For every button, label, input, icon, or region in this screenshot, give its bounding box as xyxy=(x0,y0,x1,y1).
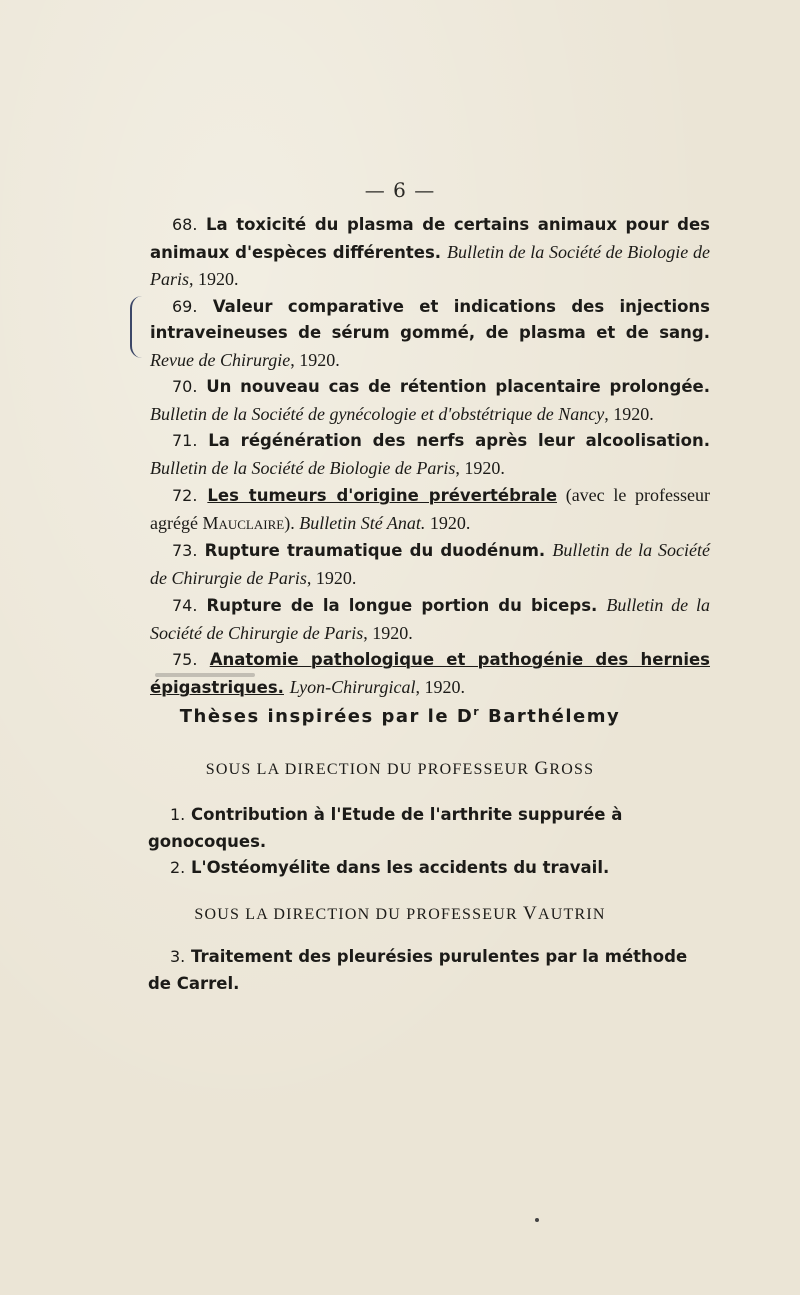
page-number: — 6 — xyxy=(364,178,436,202)
direction-prefix: SOUS LA DIRECTION DU PROFESSEUR xyxy=(205,761,535,778)
entry-note-close: ). xyxy=(284,512,300,533)
entry-title: Rupture de la longue portion du biceps. xyxy=(206,596,598,615)
thesis-item-1 xyxy=(148,802,708,855)
thesis-number: 2. xyxy=(170,858,186,877)
entry-title: La toxicité du plasma de certains animaux pour des animaux d'espèces différentes. xyxy=(150,215,710,262)
professor-name-initial: G xyxy=(534,758,550,779)
entry-reference: Bulletin Sté Anat. xyxy=(299,512,426,533)
thesis-title: Traitement des pleurésies purulentes par la méthode de Carrel. xyxy=(148,947,688,993)
entry-year: , 1920. xyxy=(290,349,340,370)
entry-year: , 1920. xyxy=(306,567,357,588)
entry-reference: Lyon-Chirurgical xyxy=(289,676,416,697)
entry-number: 71. xyxy=(172,431,198,450)
thesis-number: 1. xyxy=(170,805,186,824)
entry-year: , 1920. xyxy=(604,403,654,424)
coauthor-name: Mauclaire xyxy=(202,512,285,533)
entry-year: , 1920. xyxy=(189,269,239,289)
entry-reference: Bulletin de la Société de Biologie de Paris xyxy=(150,241,710,289)
thesis-title: Contribution à l'Etude de l'arthrite suppurée à gonocoques. xyxy=(148,805,623,851)
entry-number: 75. xyxy=(172,650,198,669)
entry-number: 74. xyxy=(172,596,198,615)
direction-prefix: SOUS LA DIRECTION DU PROFESSEUR xyxy=(194,906,524,923)
entry-number: 72. xyxy=(172,486,198,505)
theses-heading-sup: r xyxy=(473,705,481,718)
entry-year: 1920. xyxy=(425,512,471,533)
entry-title: Un nouveau cas de rétention placentaire prolongée. xyxy=(206,377,710,396)
professor-name-initial: V xyxy=(523,903,538,924)
professor-name-rest: AUTRIN xyxy=(537,906,606,923)
publication-entry-72 xyxy=(150,482,710,537)
publication-entry-70 xyxy=(150,374,710,428)
thesis-number: 3. xyxy=(170,947,186,966)
entry-title: Rupture traumatique du duodénum. xyxy=(204,541,546,560)
thesis-item-2 xyxy=(148,855,708,882)
entry-reference: Revue de Chirurgie xyxy=(150,349,291,370)
publication-list xyxy=(150,212,710,701)
theses-heading-suffix: Barthélemy xyxy=(480,706,621,727)
entry-number: 70. xyxy=(172,377,198,396)
ink-smudge xyxy=(155,673,255,677)
entry-number: 69. xyxy=(172,296,198,316)
entry-year: , 1920. xyxy=(415,676,465,697)
thesis-title: L'Ostéomyélite dans les accidents du travail. xyxy=(191,858,610,877)
publication-entry-71 xyxy=(150,428,710,482)
entry-number: 68. xyxy=(172,215,198,234)
entry-number: 73. xyxy=(172,541,198,560)
direction-gross xyxy=(0,758,800,780)
publication-entry-69 xyxy=(150,294,710,375)
entry-title: Valeur comparative et indications des injections intraveineuses de sérum gommé, de plasma et de sang. xyxy=(150,296,711,342)
publication-entry-73 xyxy=(150,537,710,592)
entry-note: (avec le professeur agrégé xyxy=(150,485,710,533)
entry-title: La régénération des nerfs après leur alcoolisation. xyxy=(208,431,710,450)
theses-heading xyxy=(0,705,800,727)
entry-reference: Bulletin de la Société de Chirurgie de Paris xyxy=(150,595,710,643)
entry-title: Les tumeurs d'origine prévertébrale xyxy=(207,486,558,505)
ink-dot xyxy=(535,1218,539,1222)
thesis-item-3 xyxy=(148,944,708,997)
entry-year: , 1920. xyxy=(455,457,505,478)
entry-title: Anatomie pathologique et pathogénie des hernies épigastriques. xyxy=(150,650,710,697)
publication-entry-74 xyxy=(150,592,710,647)
entry-reference: Bulletin de la Société de Biologie de Paris xyxy=(150,457,456,478)
professor-name-rest: ROSS xyxy=(549,761,595,778)
entry-reference: Bulletin de la Société de Chirurgie de Paris xyxy=(150,540,711,588)
entry-year: , 1920. xyxy=(363,622,413,643)
handwritten-bracket-mark xyxy=(130,296,146,358)
theses-heading-prefix: Thèses inspirées par le D xyxy=(179,706,474,727)
direction-vautrin xyxy=(0,903,800,925)
entry-reference: Bulletin de la Société de gynécologie et d'obstétrique de Nancy xyxy=(150,403,605,424)
publication-entry-68 xyxy=(150,212,710,294)
